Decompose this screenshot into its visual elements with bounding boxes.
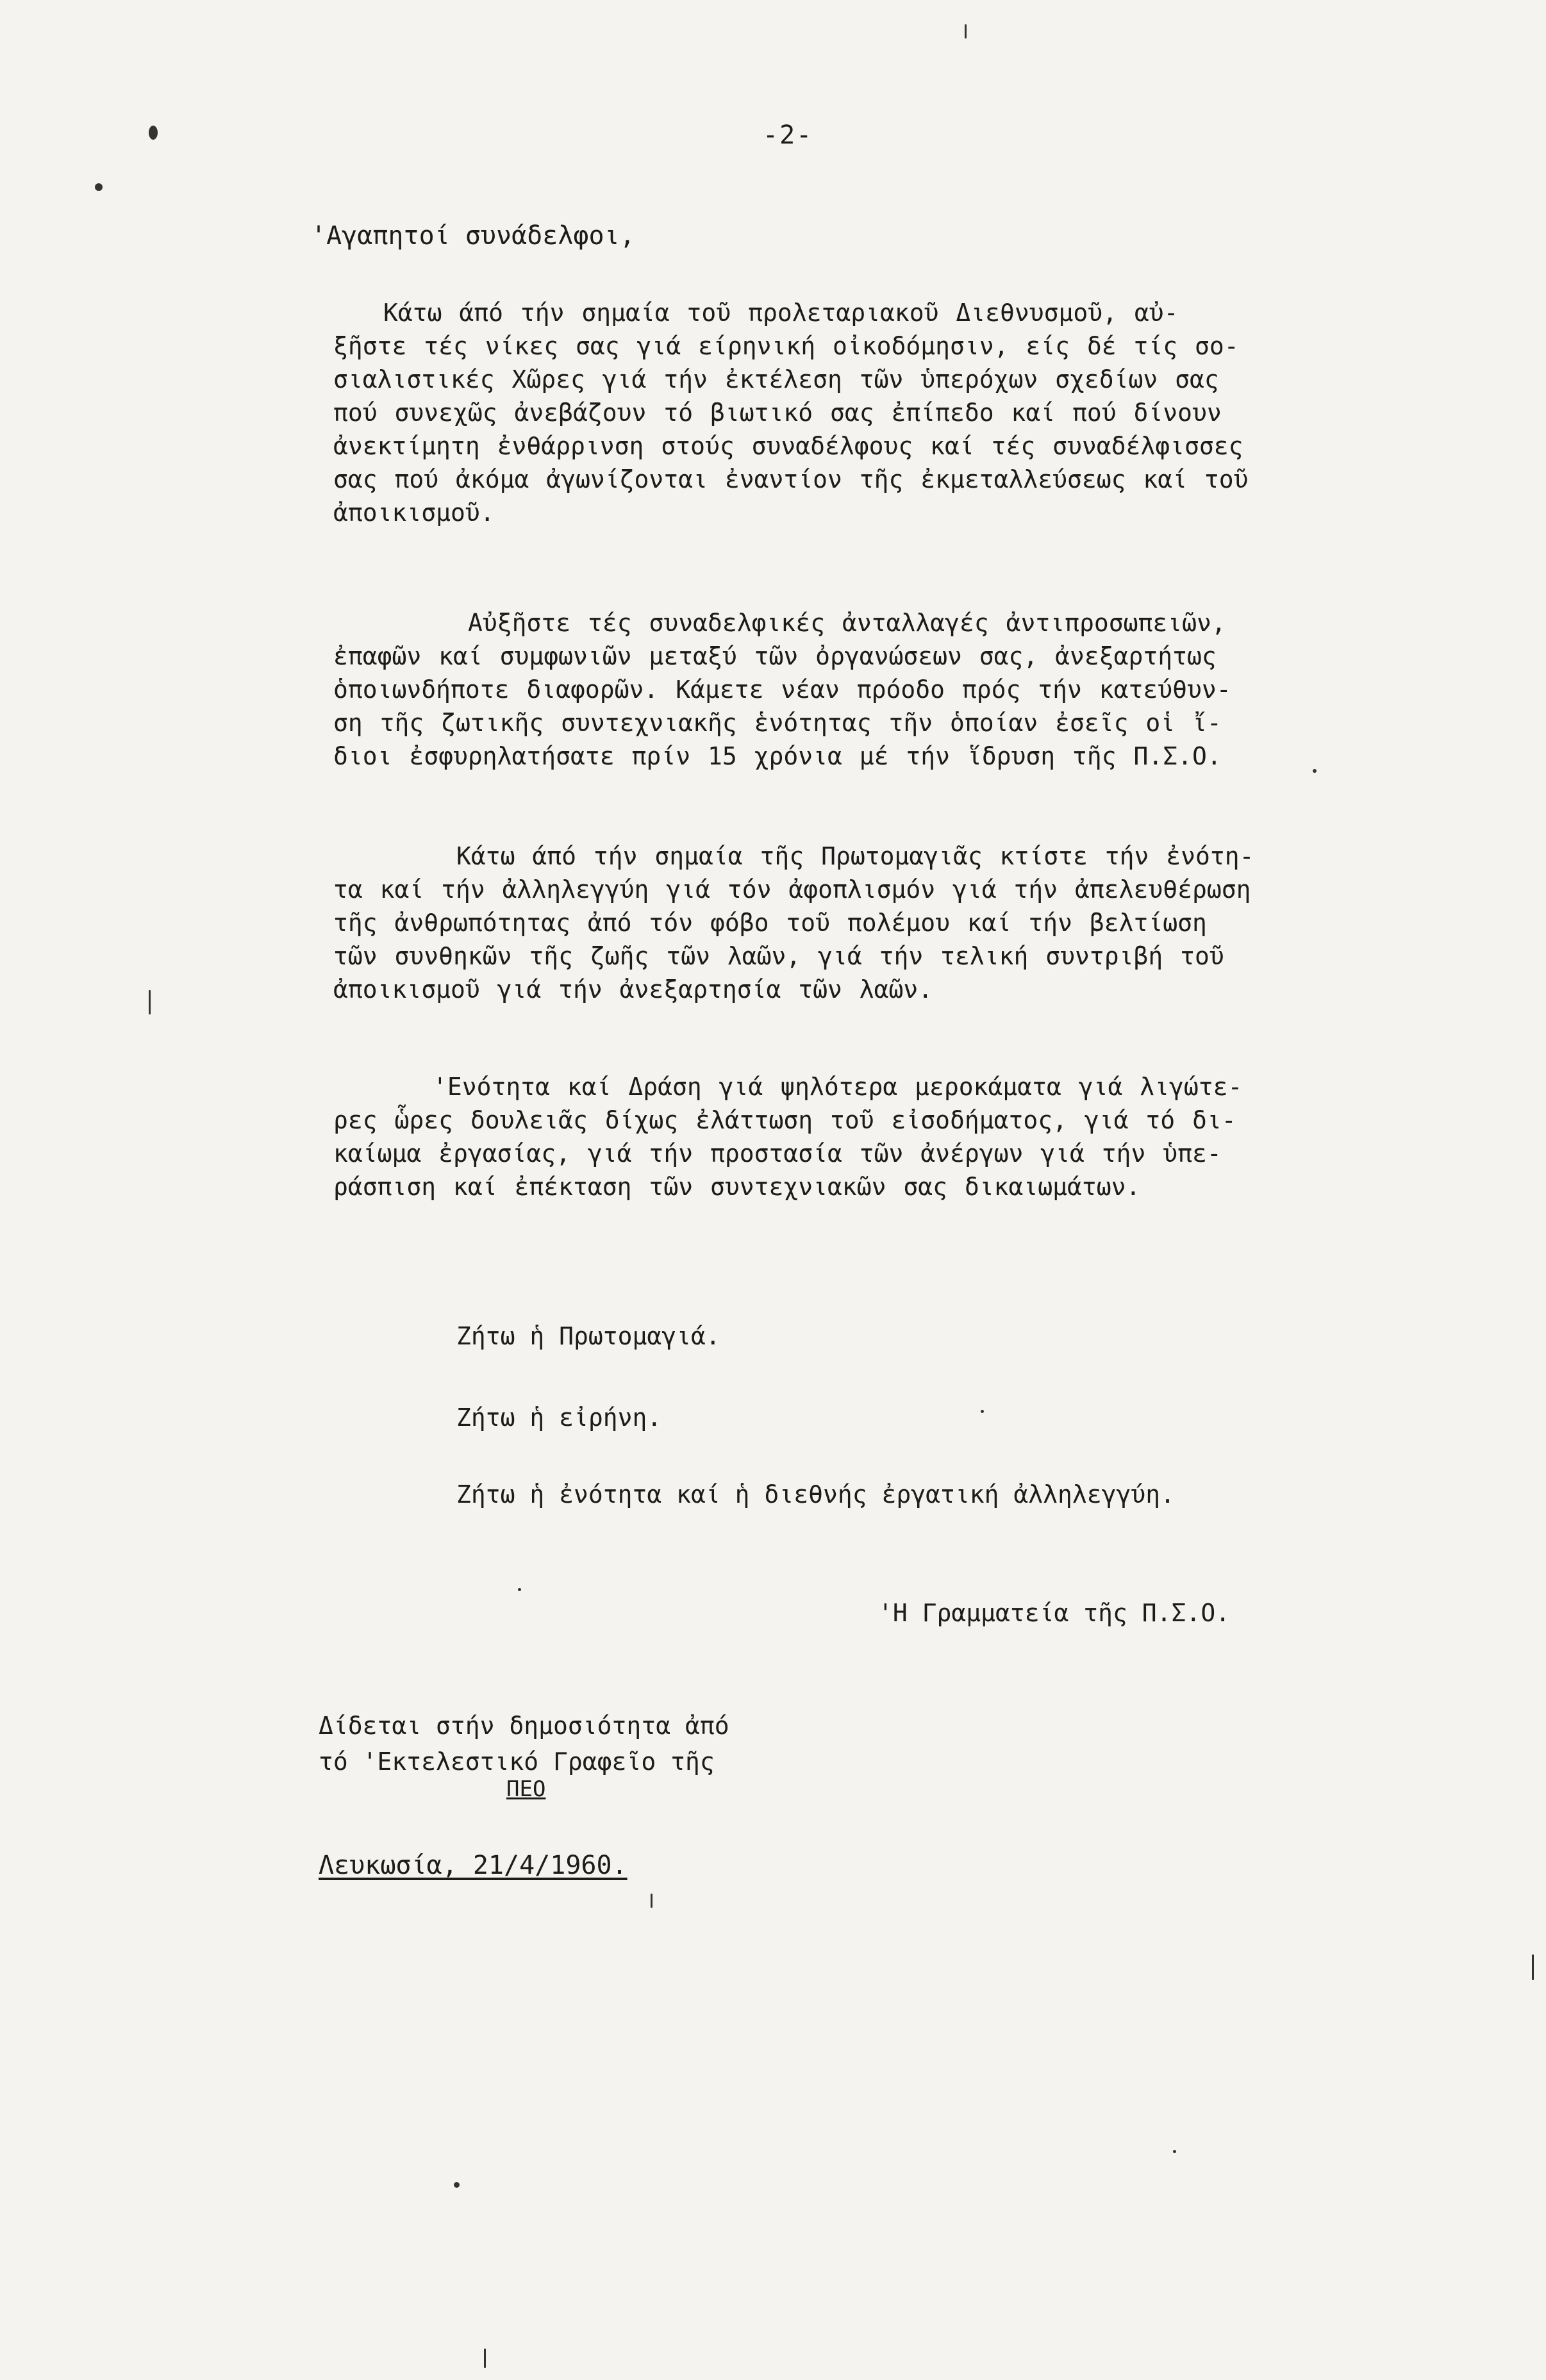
salutation: 'Αγαπητοί συνάδελφοι, [311,221,635,251]
scan-speck [518,1588,521,1591]
scan-speck [454,2182,460,2188]
paragraph-line: σιαλιστικές Χῶρες γιά τήν ἐκτέλεση τῶν ὑπερόχων σχεδίων σας [333,365,1219,393]
paragraph-line: τῶν συνθηκῶν τῆς ζωῆς τῶν λαῶν, γιά τήν τελική συντριβή τοῦ [333,942,1224,970]
signature-line: 'Η Γραμματεία τῆς Π.Σ.Ο. [878,1599,1231,1627]
paragraph-line: ἐπαφῶν καί συμφωνιῶν μεταξύ τῶν ὀργανώσεων σας, ἀνεξαρτήτως [333,642,1217,670]
scan-speck [1173,2150,1176,2153]
release-line: Δίδεται στήν δημοσιότητα ἀπό [319,1712,729,1740]
paragraph-line: τα καί τήν ἀλληλεγγύη γιά τόν ἀφοπλισμόν γιά τήν ἀπελευθέρωση [333,875,1251,904]
place-date: Λευκωσία, 21/4/1960. [319,1851,628,1880]
paragraph-line: διοι ἐσφυρηλατήσατε πρίν 15 χρόνια μέ τήν ἵδρυση τῆς Π.Σ.Ο. [333,742,1222,770]
paragraph-line: ἀνεκτίμητη ἐνθάρρινση στούς συναδέλφους καί τές συναδέλφισσες [333,432,1243,460]
paragraph-3 [333,839,1254,1006]
paragraph-line: καίωμα ἐργασίας, γιά τήν προστασία τῶν ἀνέργων γιά τήν ὑπε- [333,1139,1222,1168]
paragraph-4 [333,1070,1242,1203]
paragraph-line: σας πού ἀκόμα ἀγωνίζονται ἐναντίον τῆς ἐκμεταλλεύσεως καί τοῦ [333,465,1249,493]
paragraph-line: τῆς ἀνθρωπότητας ἀπό τόν φόβο τοῦ πολέμου καί τήν βελτίωση [333,909,1207,937]
paragraph-line: πού συνεχῶς ἀνεβάζουν τό βιωτικό σας ἐπίπεδο καί πού δίνουν [333,399,1222,427]
scan-speck [484,2349,486,2368]
slogan-peace: Ζήτω ἡ εἰρήνη. [456,1403,662,1432]
slogan-unity: Ζήτω ἡ ἐνότητα καί ἡ διεθνής ἐργατική ἀλληλεγγύη. [456,1480,1176,1508]
paragraph-line: Αὐξῆστε τές συναδελφικές ἀνταλλαγές ἀντιπροσωπειῶν, [468,609,1226,637]
paragraph-2 [333,606,1231,773]
paragraph-line: ξῆστε τές νίκες σας γιά είρηνική οἰκοδόμησιν, είς δέ τίς σο- [333,332,1239,360]
scan-speck [149,126,158,140]
scan-speck [95,183,103,191]
paragraph-line: ση τῆς ζωτικῆς συντεχνιακῆς ἑνότητας τῆν ὁποίαν ἐσεῖς οἱ ἴ- [333,709,1222,737]
release-line: τό 'Εκτελεστικό Γραφεῖο τῆς [319,1748,715,1776]
page-number: -2- [763,120,813,150]
scan-speck [981,1410,984,1413]
paragraph-line: ὁποιωνδήποτε διαφορῶν. Κάμετε νέαν πρόοδο πρός τήν κατεύθυν- [333,675,1231,704]
organization-abbreviation: ΠΕΟ [506,1776,546,1802]
scan-speck [1532,1954,1534,1980]
paragraph-line: ἀποικισμοῦ. [333,499,495,527]
scan-speck [965,24,967,38]
paragraph-line: ράσπιση καί ἐπέκταση τῶν συντεχνιακῶν σας δικαιωμάτων. [333,1173,1141,1201]
paragraph-line: Κάτω άπό τήν σημαία τῆς Πρωτομαγιᾶς κτίστε τήν ἐνότη- [456,842,1254,870]
scan-speck [1313,769,1317,773]
paragraph-line: 'Ενότητα καί Δράση γιά ψηλότερα μεροκάματα γιά λιγώτε- [433,1073,1243,1101]
paragraph-line: ἀποικισμοῦ γιά τήν ἀνεξαρτησία τῶν λαῶν. [333,975,933,1004]
paragraph-1 [333,296,1249,529]
paragraph-line: ρες ὧρες δουλειᾶς δίχως ἐλάττωση τοῦ εἰσοδήματος, γιά τό δι- [333,1106,1236,1134]
scan-speck [149,990,151,1014]
release-note [319,1708,729,1780]
paragraph-line: Κάτω άπό τήν σημαία τοῦ προλεταριακοῦ Διεθνυσμοῦ, αὐ- [383,299,1179,327]
slogan-may-day: Ζήτω ἡ Πρωτομαγιά. [456,1322,720,1350]
scan-speck [651,1894,652,1908]
